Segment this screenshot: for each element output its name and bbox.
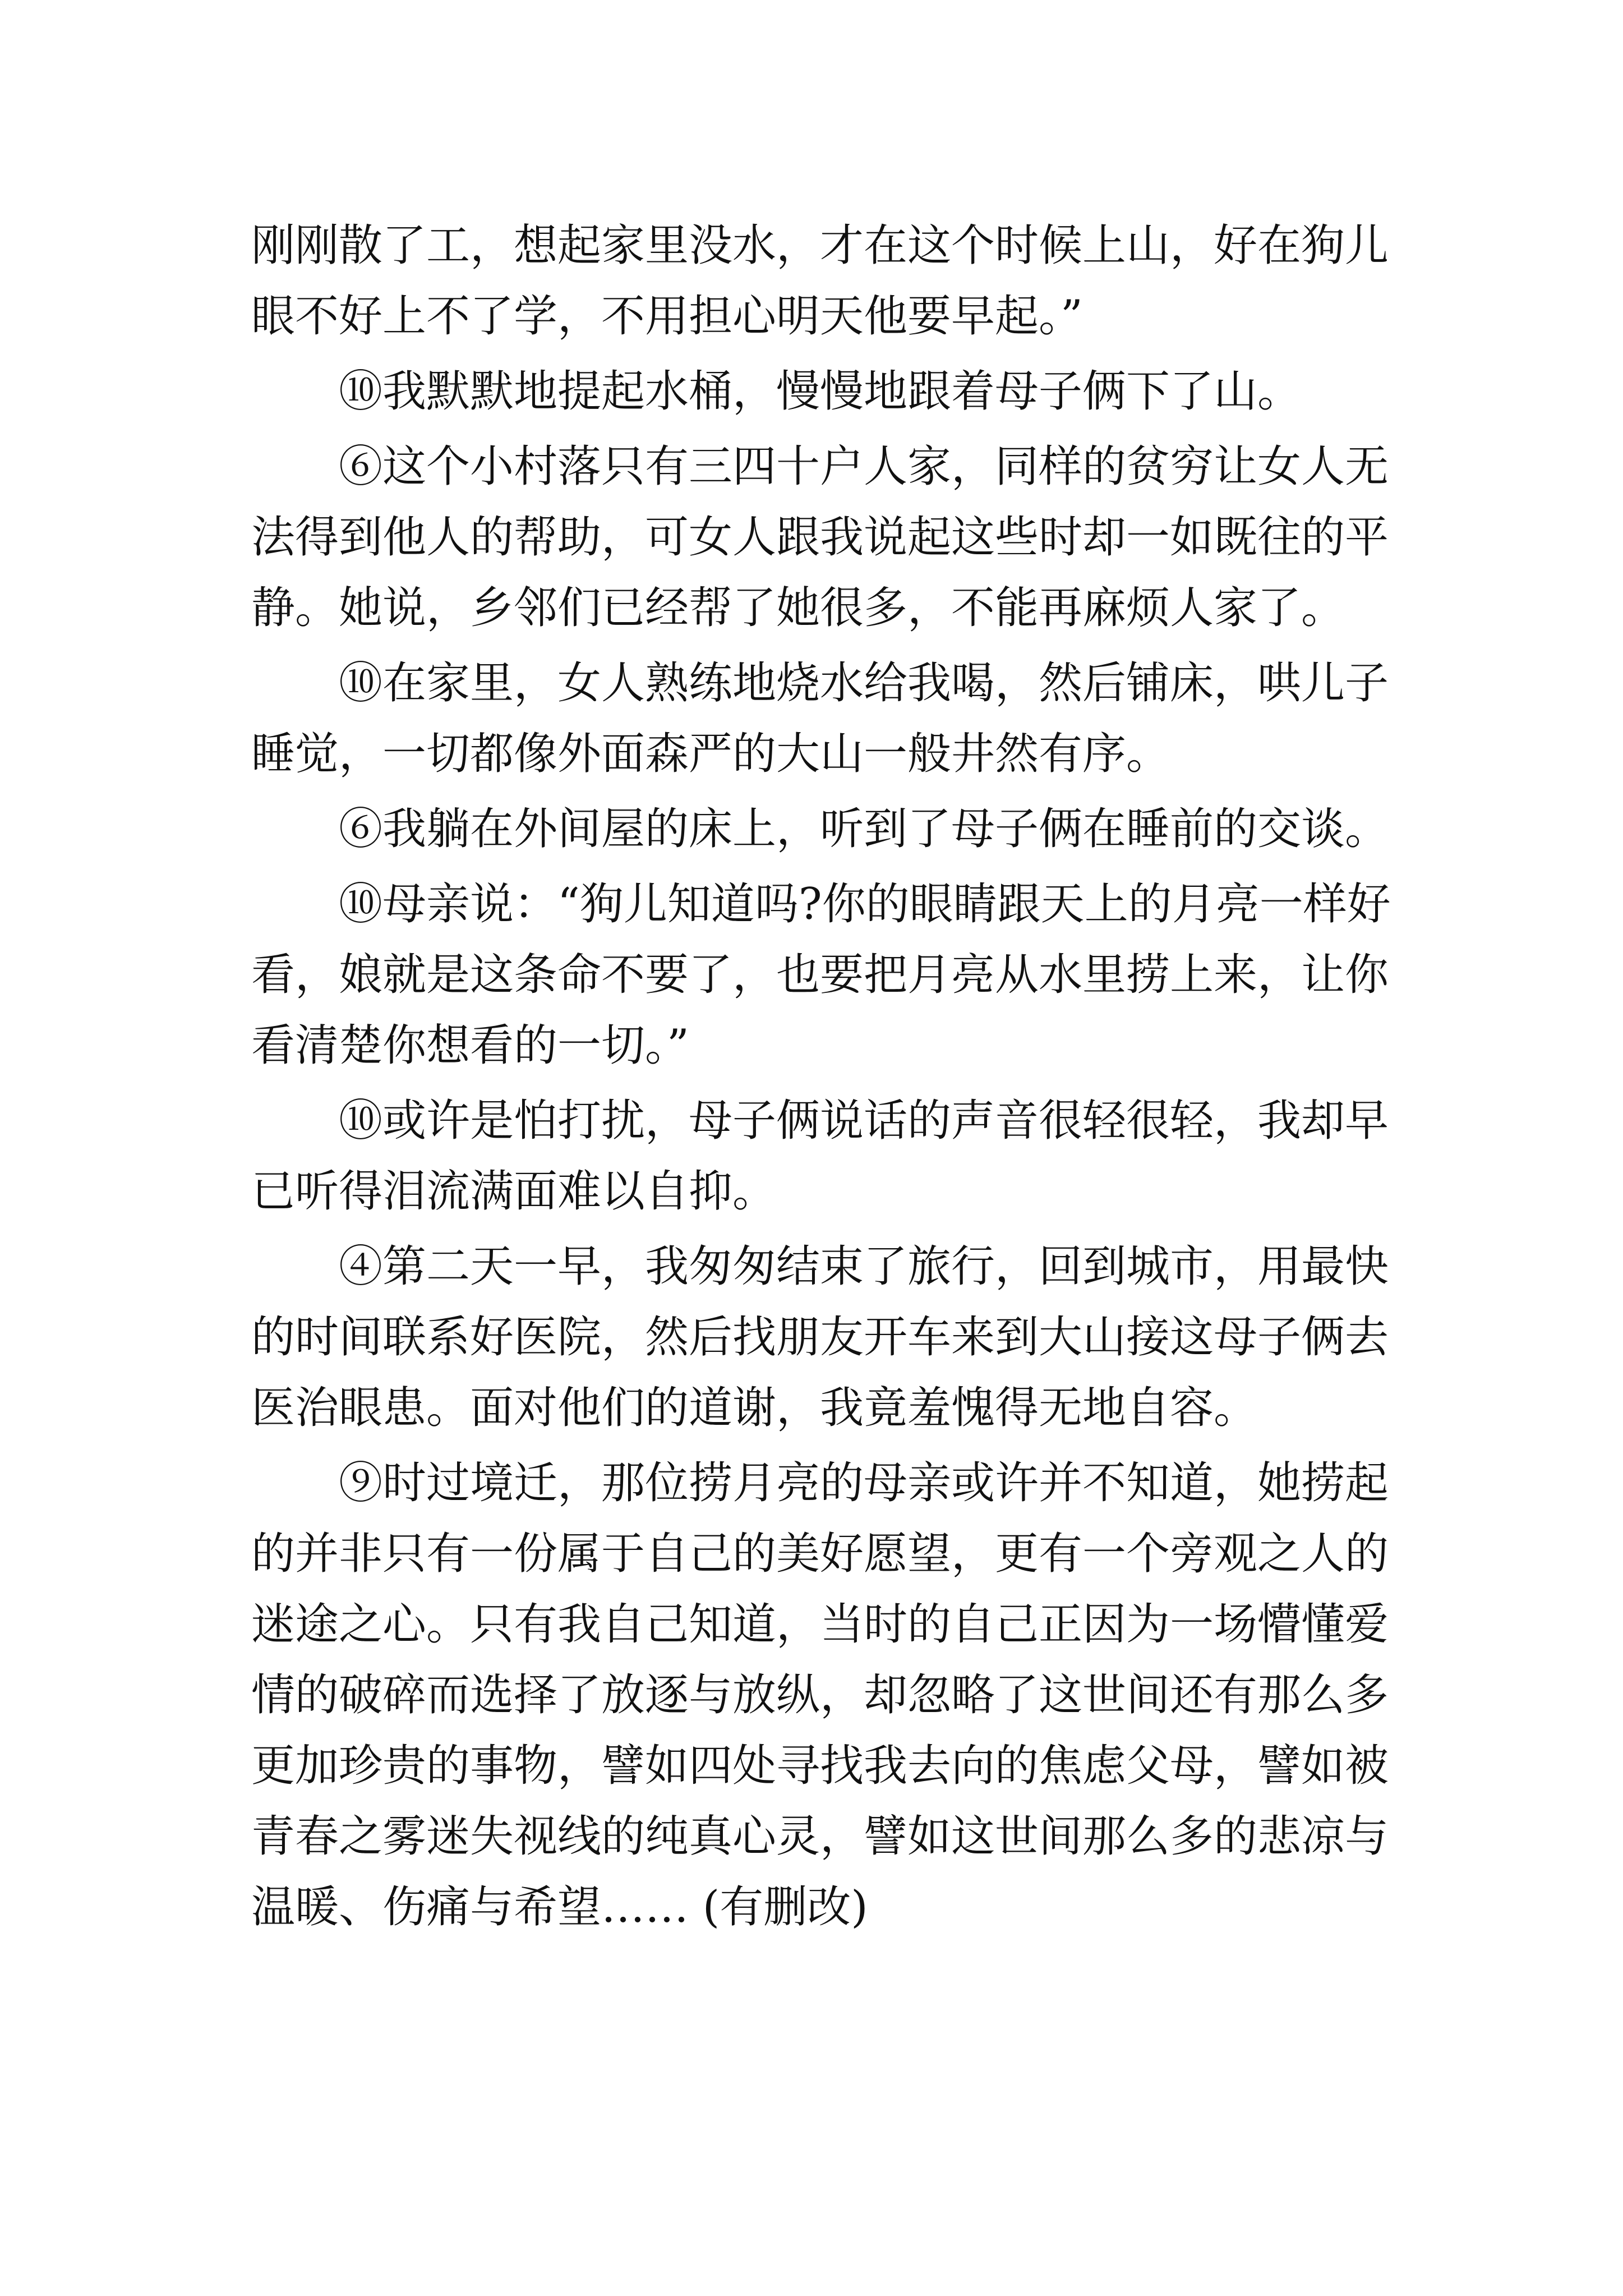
text-line: 刚刚散了工，想起家里没水，才在这个时候上山，好在狗儿 (251, 220, 1389, 271)
text-line: ⑥这个小村落只有三四十户人家，同样的贫穷让女人无 (339, 441, 1389, 492)
text-line: 眼不好上不了学，不用担心明天他要早起。” (251, 291, 1083, 342)
text-line: 医治眼患。面对他们的道谢，我竟羞愧得无地自容。 (251, 1383, 1258, 1433)
paragraph-6-village (251, 431, 1389, 643)
paragraph-4-next-day (251, 1231, 1389, 1443)
text-line: 已听得泪流满面难以自抑。 (251, 1166, 777, 1217)
text-line: ⑨时过境迁，那位捞月亮的母亲或许并不知道，她捞起 (339, 1458, 1389, 1508)
text-line: ⑥我躺在外间屋的床上，听到了母子俩在睡前的交谈。 (339, 804, 1389, 854)
paragraph-10-at-home (251, 648, 1389, 789)
article-text (251, 210, 1391, 1943)
paragraph-10-carry-bucket (251, 356, 1384, 427)
text-line: 法得到他人的帮助，可女人跟我说起这些时却一如既往的平 (251, 512, 1389, 563)
text-line: ⑩或许是怕打扰，母子俩说话的声音很轻很轻，我却早 (339, 1096, 1389, 1146)
paragraph-continuation (251, 210, 1389, 352)
text-line: 看，娘就是这条命不要了，也要把月亮从水里捞上来，让你 (251, 950, 1389, 1000)
paragraph-10-tears (251, 1085, 1389, 1227)
text-line: 看清楚你想看的一切。” (251, 1020, 689, 1071)
text-line: 的时间联系好医院，然后找朋友开车来到大山接这母子俩去 (251, 1312, 1389, 1363)
text-line: ⑩我默默地提起水桶，慢慢地跟着母子俩下了山。 (339, 366, 1302, 417)
text-line: 青春之雾迷失视线的纯真心灵，譬如这世间那么多的悲凉与 (251, 1811, 1389, 1862)
text-line: 静。她说，乡邻们已经帮了她很多，不能再麻烦人家了。 (251, 583, 1345, 633)
text-line: 的并非只有一份属于自己的美好愿望，更有一个旁观之人的 (251, 1529, 1389, 1579)
text-line: 更加珍贵的事物，譬如四处寻找我去向的焦虑父母，譬如被 (251, 1741, 1389, 1791)
text-line: 睡觉，一切都像外面森严的大山一般井然有序。 (251, 729, 1170, 779)
paragraph-9-reflection (251, 1448, 1389, 1943)
text-line: ⑩在家里，女人熟练地烧水给我喝，然后铺床，哄儿子 (339, 658, 1389, 708)
text-line: 迷途之心。只有我自己知道，当时的自己正因为一场懵懂爱 (251, 1599, 1389, 1650)
text-line: 情的破碎而选择了放逐与放纵，却忽略了这世间还有那么多 (251, 1670, 1389, 1720)
text-line: ⑩母亲说：“狗儿知道吗?你的眼睛跟天上的月亮一样好 (339, 879, 1391, 930)
text-line: ④第二天一早，我匆匆结束了旅行，回到城市，用最快 (339, 1241, 1389, 1292)
paragraph-6-bedtime (251, 794, 1389, 864)
paragraph-10-mother-says (251, 869, 1391, 1081)
text-line: 温暖、伤痛与希望…… (有删改) (251, 1882, 868, 1932)
